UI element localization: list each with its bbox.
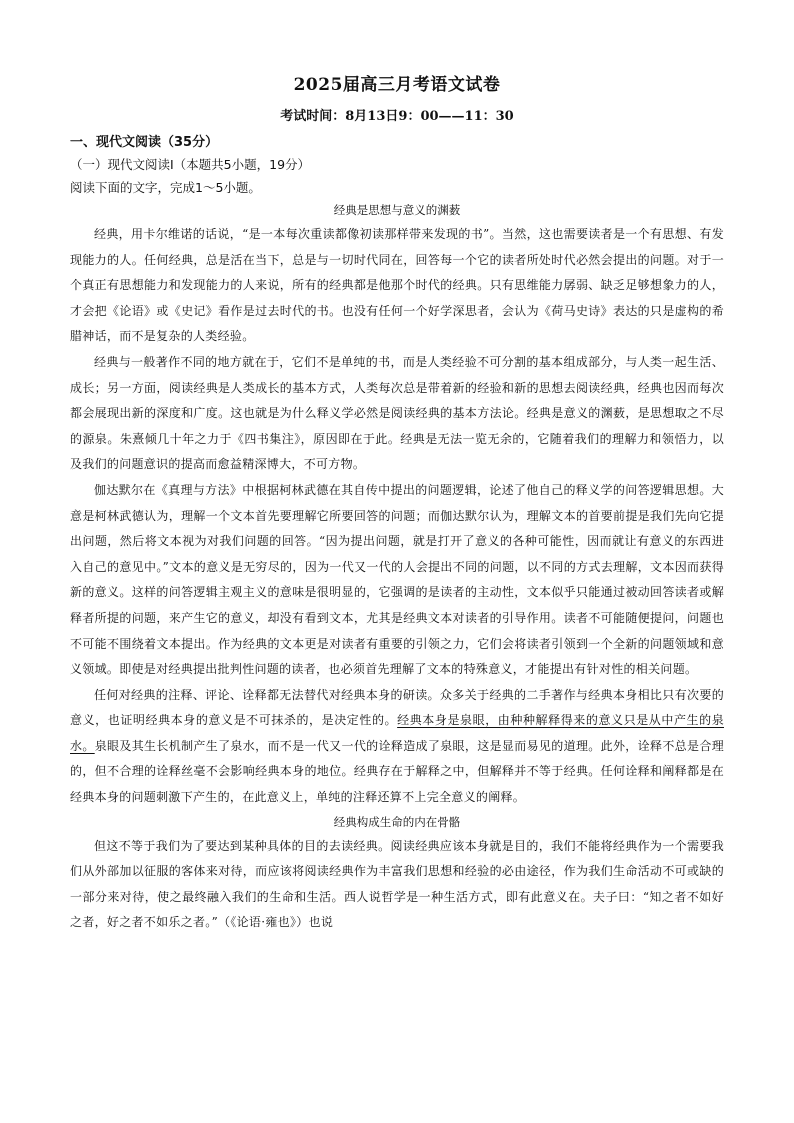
reading-instruction: 阅读下面的文字，完成1～5小题。: [70, 180, 261, 195]
subsection-heading: （一）现代文阅读Ⅰ（本题共5小题，19分）: [70, 157, 311, 172]
article-paragraph-4: [70, 683, 724, 811]
section-heading: 一、现代文阅读（35分）: [70, 135, 219, 150]
exam-page: [70, 66, 724, 936]
article-paragraph-2: 经典与一般著作不同的地方就在于，它们不是单纯的书，而是人类经验不可分割的基本组成部分，与人类一起生活、成长；另一方面，阅读经典是人类成长的基本方式，人类每次总是带着新的经验和新的思想去阅读经典，经典也因而每次都会展现出新的深度和广度。这也就是为什么释义学必然是阅读经典的基本方法论。经典是意义的渊薮，是思想取之不尽的源泉。朱熹倾几十年之力于《四书集注》，原因即在于此。经典是无法一览无余的，它随着我们的理解力和领悟力，以及我们的问题意识的提高而愈益精深博大，不可方物。: [70, 354, 724, 472]
article-heading-2: 经典构成生命的内在骨骼: [333, 814, 461, 829]
article-heading-1: 经典是思想与意义的渊薮: [333, 203, 461, 217]
exam-time: 考试时间：8月13日9：00——11：30: [280, 109, 514, 124]
article-paragraph-3: 伽达默尔在《真理与方法》中根据柯林武德在其自传中提出的问题逻辑，论述了他自己的释义学的问答逻辑思想。大意是柯林武德认为，理解一个文本首先要理解它所要回答的问题；而伽达默尔认为，理解文本的首要前提是我们先向它提出问题，然后将文本视为对我们问题的回答。“因为提出问题，就是打开了意义的各种可能性，因而就让有意义的东西进入自己的意见中。”文本的意义是无穷尽的，因为一代又一代的人会提出不同的问题，以不同的方式去理解，文本因而获得新的意义。这样的问答逻辑主观主义的意味是很明显的，它强调的是读者的主动性，文本似乎只能通过被动回答读者或解释者所提的问题，来产生它的意义，却没有看到文本，尤其是经典文本对读者的引导作用。读者不可能随便提问，问题也不可能不围绕着文本提出。作为经典的文本更是对读者有重要的引领之力，它们会将读者引领到一个全新的问题领域和意义领域。即使是对经典提出批判性问题的读者，也必须首先理解了文本的特殊意义，才能提出有针对性的相关问题。: [70, 482, 724, 677]
article-paragraph-1: 经典，用卡尔维诺的话说，“是一本每次重读都像初读那样带来发现的书”。当然，这也需要读者是一个有思想、有发现能力的人。任何经典，总是活在当下，总是与一切时代同在，回答每一个它的读者所处时代必然会提出的问题。对于一个真正有思想能力和发现能力的人来说，所有的经典都是他那个时代的经典。只有思维能力孱弱、缺乏足够想象力的人，才会把《论语》或《史记》看作是过去时代的书。也没有任何一个好学深思者，会认为《荷马史诗》表达的只是虚构的希腊神话，而不是复杂的人类经验。: [70, 227, 724, 344]
article-paragraph-5: 但这不等于我们为了要达到某种具体的目的去读经典。阅读经典应该本身就是目的，我们不能将经典作为一个需要我们从外部加以征服的客体来对待，而应该将阅读经典作为丰富我们思想和经验的必由途径，作为我们生命活动不可或缺的一部分来对待，使之最终融入我们的生命和生活。西人说哲学是一种生活方式，即有此意义在。夫子曰：“知之者不如好之者，好之者不如乐之者。”（《论语·雍也》）也说: [70, 838, 724, 930]
paragraph-4-text-b: 泉眼及其生长机制产生了泉水，而不是一代又一代的诠释造成了泉眼，这是显而易见的道理。此外，诠释不总是合理的，但不合理的诠释丝毫不会影响经典本身的地位。经典存在于解释之中，但解释并不等于经典。任何诠释和阐释都是在经典本身的问题刺激下产生的，在此意义上，单纯的注释还算不上完全意义的阐释。: [70, 738, 724, 805]
exam-title: 2025届高三月考语文试卷: [293, 75, 501, 95]
underlined-sentence: 经典本身是泉眼，由种种解释得来的意义只是从中产生的泉水。: [70, 713, 724, 753]
paragraph-4-text-a: 任何对经典的注释、评论、诠释都无法替代对经典本身的研读。众多关于经典的二手著作与经典本身相比只有次要的意义，也证明经典本身的意义是不可抹杀的，是决定性的。: [70, 687, 724, 728]
